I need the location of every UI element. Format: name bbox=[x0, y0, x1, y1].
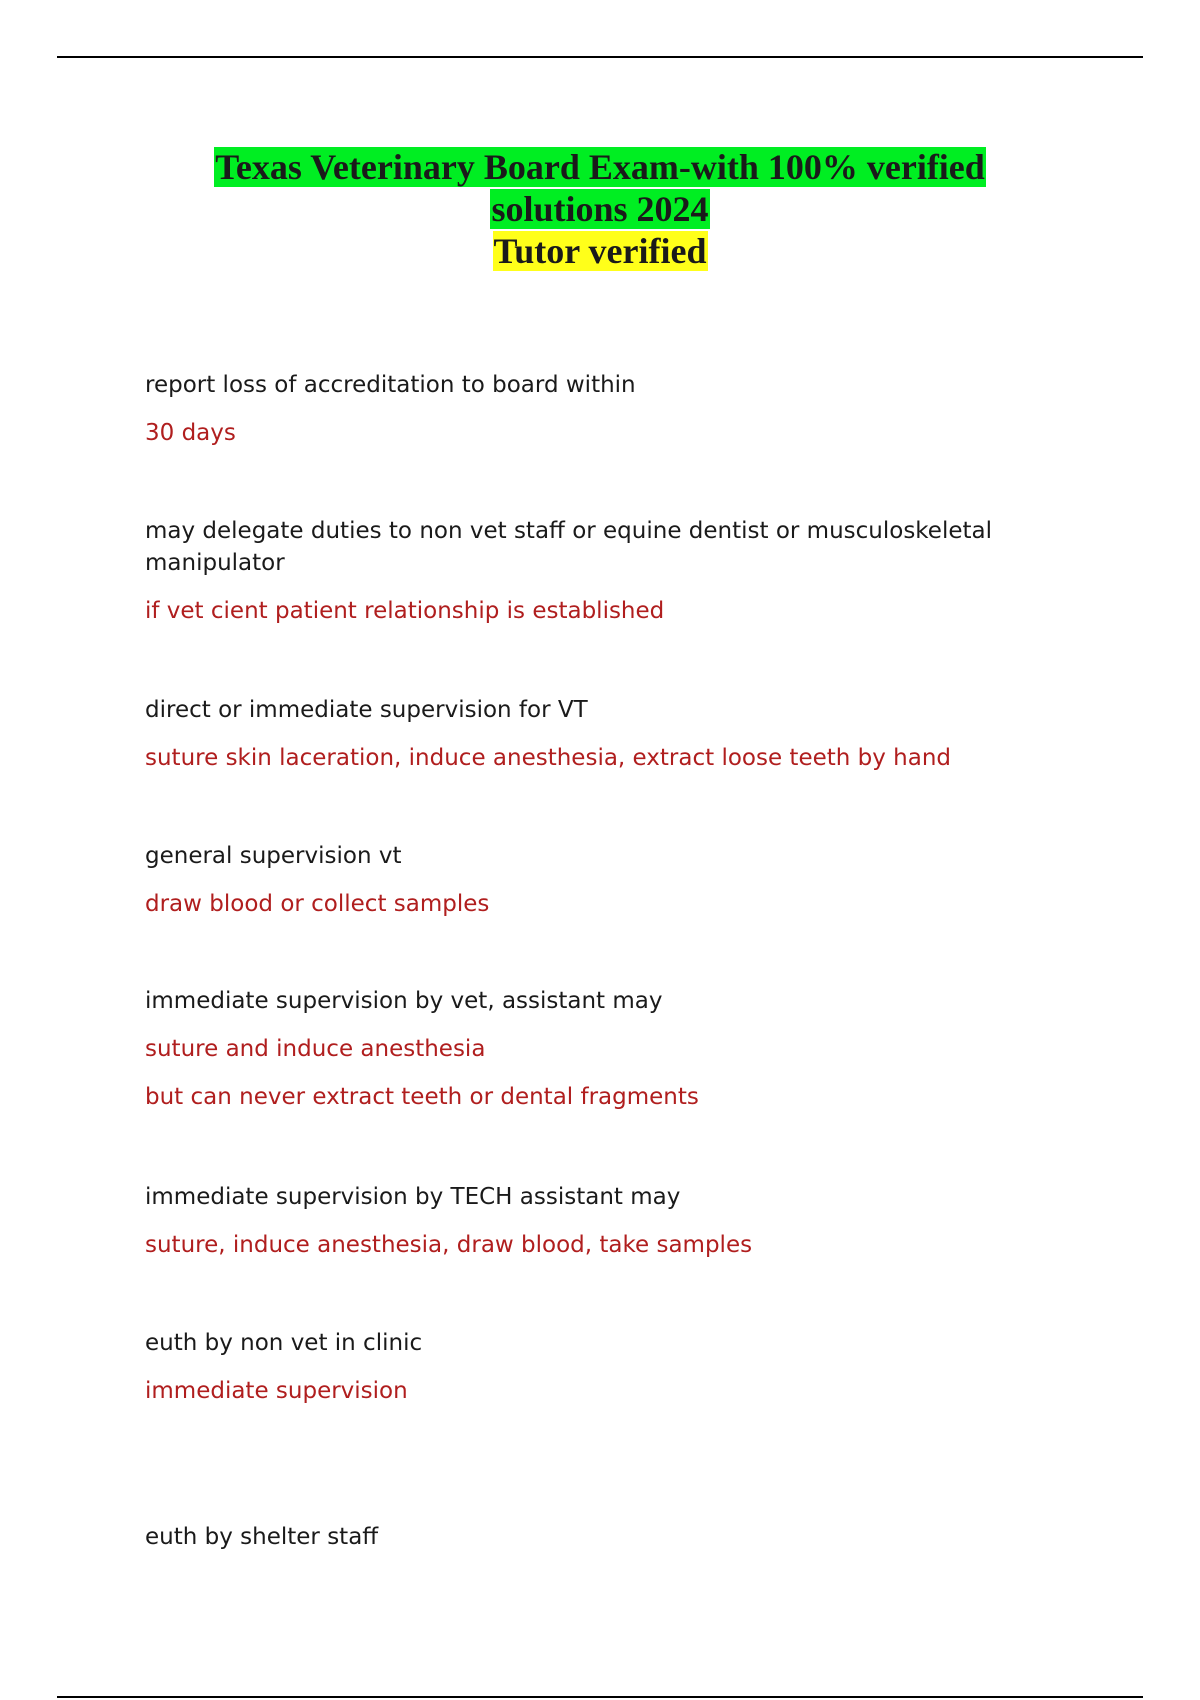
answer-text: if vet cient patient relationship is established bbox=[145, 598, 665, 624]
question-text: immediate supervision by vet, assistant may bbox=[145, 988, 663, 1014]
qa-item bbox=[145, 369, 1065, 449]
question-text: may delegate duties to non vet staff or equine dentist or musculoskeletal manipulator bbox=[145, 518, 993, 576]
qa-item bbox=[145, 840, 1065, 920]
question-text: immediate supervision by TECH assistant may bbox=[145, 1184, 681, 1210]
title-line-1 bbox=[0, 146, 1200, 188]
qa-item bbox=[145, 985, 1065, 1113]
answer-text: draw blood or collect samples bbox=[145, 891, 490, 917]
answer-text: 30 days bbox=[145, 420, 236, 446]
qa-item bbox=[145, 1521, 1065, 1553]
title-line-1-text: Texas Veterinary Board Exam-with 100% verified bbox=[215, 147, 985, 187]
answer-text: suture skin laceration, induce anesthesia, extract loose teeth by hand bbox=[145, 745, 952, 771]
subtitle-text: Tutor verified bbox=[493, 231, 707, 271]
question-text: euth by shelter staff bbox=[145, 1524, 379, 1550]
qa-item bbox=[145, 1327, 1065, 1407]
answer-text: immediate supervision bbox=[145, 1378, 408, 1404]
title-line-2 bbox=[0, 188, 1200, 230]
qa-item bbox=[145, 694, 1065, 774]
question-text: euth by non vet in clinic bbox=[145, 1330, 423, 1356]
answer-text: suture and induce anesthesia bbox=[145, 1036, 486, 1062]
answer-text: suture, induce anesthesia, draw blood, take samples bbox=[145, 1232, 753, 1258]
bottom-divider bbox=[57, 1696, 1143, 1698]
qa-item bbox=[145, 515, 1065, 627]
answer-text: but can never extract teeth or dental fragments bbox=[145, 1084, 699, 1110]
top-divider bbox=[57, 56, 1143, 58]
question-text: direct or immediate supervision for VT bbox=[145, 697, 588, 723]
question-text: general supervision vt bbox=[145, 843, 402, 869]
subtitle bbox=[0, 230, 1200, 272]
qa-item bbox=[145, 1181, 1065, 1261]
title-line-2-text: solutions 2024 bbox=[491, 189, 709, 229]
document-title bbox=[0, 146, 1200, 272]
question-text: report loss of accreditation to board within bbox=[145, 372, 636, 398]
